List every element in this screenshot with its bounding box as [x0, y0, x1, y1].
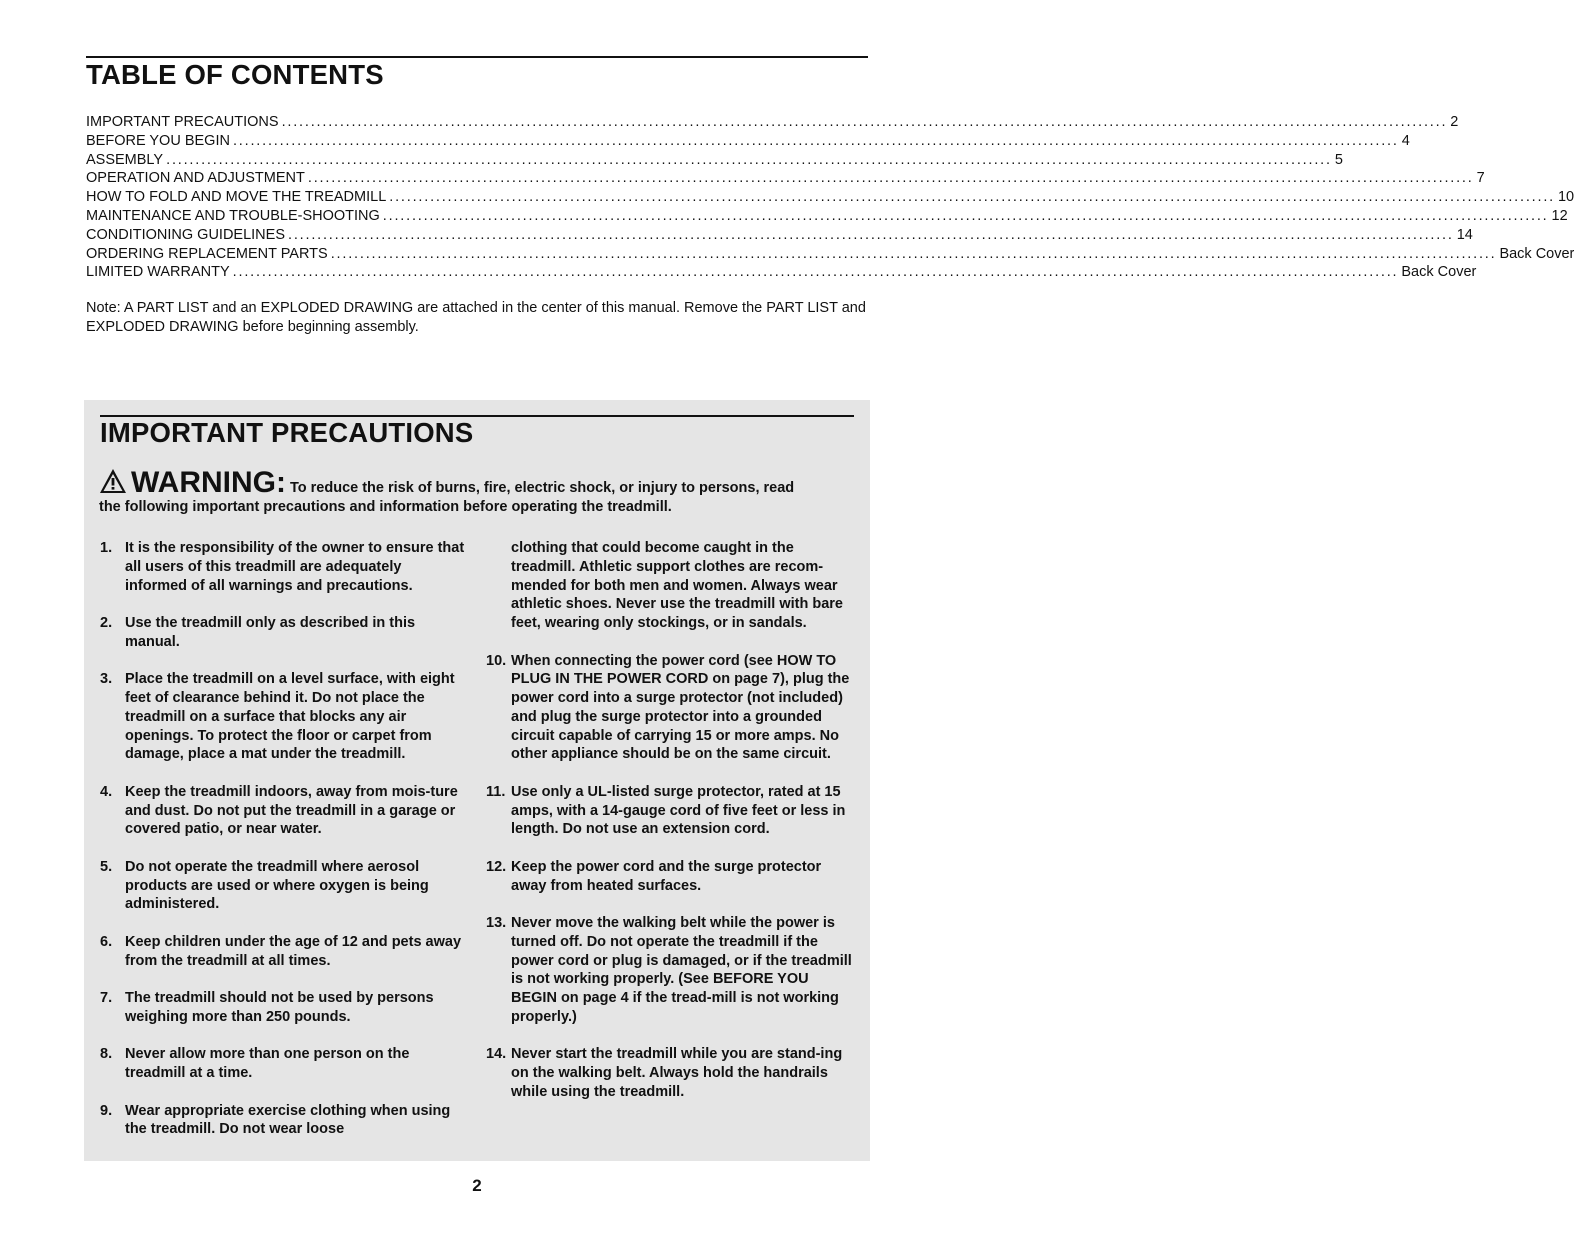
- toc-dot-leader: ........................................................................................................................................................................................................: [232, 132, 1399, 149]
- toc-entry-label: BEFORE YOU BEGIN: [86, 132, 230, 149]
- precaution-text: When connecting the power cord (see HOW TO PLUG IN THE POWER CORD on page 7), plug the power cord into a surge protector (not included) and plug the surge protector into a grounded circuit capable of carrying 15 or more amps. No other appliance should be on the same circuit.: [511, 652, 850, 763]
- precaution-item: [100, 989, 466, 1027]
- toc-entry-page: Back Cover: [1499, 245, 1574, 262]
- precaution-item: [100, 614, 466, 652]
- toc-entry-page: 10: [1557, 189, 1574, 206]
- warning-text: To reduce the risk of burns, fire, electric shock, or injury to persons, read: [289, 480, 795, 496]
- precaution-text: clothing that could become caught in the treadmill. Athletic support clothes are recom-mended for both men and women. Always wear athletic shoes. Never use the treadmill with bare feet, wearing only stockings, or in sandals.: [511, 540, 843, 631]
- toc-dot-leader: ........................................................................................................................................................................................................: [389, 189, 1555, 206]
- toc-dot-leader: ........................................................................................................................................................................................................: [281, 114, 1448, 130]
- precaution-item: [100, 783, 466, 839]
- toc-entry: [86, 132, 1410, 151]
- precaution-item: [100, 670, 466, 764]
- toc-entry: [86, 245, 1574, 264]
- warning-line: [99, 468, 859, 498]
- precaution-number: 9.: [100, 1102, 113, 1119]
- toc-entry-page: 14: [1456, 226, 1473, 243]
- precaution-number: 14.: [486, 1046, 507, 1063]
- precaution-number: 6.: [100, 933, 113, 950]
- toc-entry-page: 7: [1476, 170, 1485, 187]
- precaution-text: Wear appropriate exercise clothing when using the treadmill. Do not wear loose: [125, 1102, 451, 1138]
- precaution-item: [486, 914, 856, 1027]
- precaution-item: [100, 1045, 466, 1083]
- toc-entry-label: HOW TO FOLD AND MOVE THE TREADMILL: [86, 189, 387, 206]
- precaution-number: 1.: [100, 540, 113, 556]
- precaution-item: [100, 933, 466, 971]
- precaution-number: 4.: [100, 783, 113, 800]
- precaution-text: Never allow more than one person on the treadmill at a time.: [125, 1046, 410, 1081]
- toc-entry: [86, 263, 1477, 282]
- precaution-text: Do not operate the treadmill where aerosol products are used or where oxygen is being administered.: [125, 858, 429, 913]
- precaution-item-continued: [511, 539, 856, 633]
- toc-entry-page: Back Cover: [1401, 264, 1477, 281]
- precaution-number: 5.: [100, 858, 113, 875]
- precaution-text: Keep the power cord and the surge protector away from heated surfaces.: [511, 858, 822, 894]
- precaution-number: 10.: [486, 652, 507, 669]
- precaution-number: 3.: [100, 671, 113, 688]
- toc-dot-leader: ........................................................................................................................................................................................................: [382, 207, 1549, 224]
- toc-entry-label: OPERATION AND ADJUSTMENT: [86, 170, 305, 187]
- precautions-right-column: [486, 539, 856, 1120]
- toc-list: [86, 113, 1574, 282]
- precaution-number: 11.: [486, 783, 506, 800]
- toc-entry-label: CONDITIONING GUIDELINES: [86, 226, 285, 243]
- precaution-number: 13.: [486, 915, 507, 931]
- precaution-text: The treadmill should not be used by persons weighing more than 250 pounds.: [125, 990, 434, 1025]
- precaution-text: Keep the treadmill indoors, away from mois-ture and dust. Do not put the treadmill in a garage or covered patio, or near water.: [125, 783, 458, 838]
- warning-statement: [99, 468, 859, 516]
- toc-dot-leader: ........................................................................................................................................................................................................: [307, 170, 1474, 187]
- page-number: 2: [472, 1176, 482, 1195]
- toc-title: TABLE OF CONTENTS: [86, 59, 384, 90]
- toc-entry: [86, 113, 1459, 132]
- toc-entry: [86, 151, 1343, 170]
- toc-entry: [86, 226, 1473, 245]
- precautions-left-column: [100, 539, 466, 1158]
- precaution-text: Never start the treadmill while you are stand-ing on the walking belt. Always hold the handrails while using the treadmill.: [511, 1046, 843, 1100]
- precaution-text: Keep children under the age of 12 and pets away from the treadmill at all times.: [125, 933, 462, 969]
- toc-entry: [86, 188, 1574, 207]
- toc-entry-page: 2: [1450, 114, 1459, 130]
- precaution-text: Place the treadmill on a level surface, with eight feet of clearance behind it. Do not place the treadmill on a surface that blocks any air openings. To protect the floor or carpet from damage, place a mat under the treadmill.: [125, 671, 455, 763]
- toc-entry-label: MAINTENANCE AND TROUBLE-SHOOTING: [86, 207, 380, 224]
- precaution-item: [486, 783, 856, 839]
- toc-dot-leader: ........................................................................................................................................................................................................: [288, 226, 1454, 243]
- toc-entry-page: 5: [1334, 151, 1343, 168]
- precaution-text: Use the treadmill only as described in this manual.: [125, 615, 416, 650]
- precaution-item: [100, 539, 466, 595]
- precaution-item: [486, 652, 856, 765]
- assembly-note: Note: A PART LIST and an EXPLODED DRAWING are attached in the center of this manual. Remove the PART LIST and EXPLODED DRAWING before beginning assembly.: [86, 300, 866, 335]
- warning-triangle-icon: [99, 468, 127, 494]
- toc-dot-leader: ........................................................................................................................................................................................................: [330, 245, 1497, 262]
- precaution-item: [486, 1045, 856, 1101]
- precaution-item: [100, 858, 466, 914]
- precaution-number: 12.: [486, 858, 507, 875]
- precaution-item: [100, 1102, 466, 1140]
- precaution-text: It is the responsibility of the owner to ensure that all users of this treadmill are adequately informed of all warnings and precautions.: [125, 540, 465, 594]
- precaution-number: 7.: [100, 990, 113, 1006]
- toc-entry-label: LIMITED WARRANTY: [86, 264, 230, 281]
- warning-label: WARNING:: [131, 466, 286, 499]
- toc-entry: [86, 169, 1485, 188]
- toc-entry-label: ASSEMBLY: [86, 151, 164, 168]
- toc-entry-page: 12: [1551, 207, 1568, 224]
- precaution-text: Never move the walking belt while the power is turned off. Do not operate the treadmill if the power cord or plug is damaged, or if the treadmill is not working properly. (See BEFORE YOU BEGIN on page 4 if the tread-mill is not working properly.): [511, 915, 852, 1025]
- precautions-panel: [84, 400, 870, 1161]
- toc-entry: [86, 207, 1568, 226]
- toc-dot-leader: ........................................................................................................................................................................................................: [166, 151, 1332, 168]
- precautions-title: IMPORTANT PRECAUTIONS: [100, 417, 474, 448]
- toc-entry-label: IMPORTANT PRECAUTIONS: [86, 114, 279, 130]
- toc-entry-page: 4: [1401, 132, 1410, 149]
- precaution-number: 2.: [100, 615, 113, 631]
- toc-entry-label: ORDERING REPLACEMENT PARTS: [86, 245, 328, 262]
- warning-text-continued: the following important precautions and information before operating the treadmill.: [99, 499, 672, 515]
- precaution-item: [486, 858, 856, 896]
- precaution-number: 8.: [100, 1046, 113, 1063]
- toc-dot-leader: ........................................................................................................................................................................................................: [232, 264, 1399, 281]
- precaution-text: Use only a UL-listed surge protector, rated at 15 amps, with a 14-gauge cord of five feet or less in length. Do not use an extension cord.: [511, 783, 846, 838]
